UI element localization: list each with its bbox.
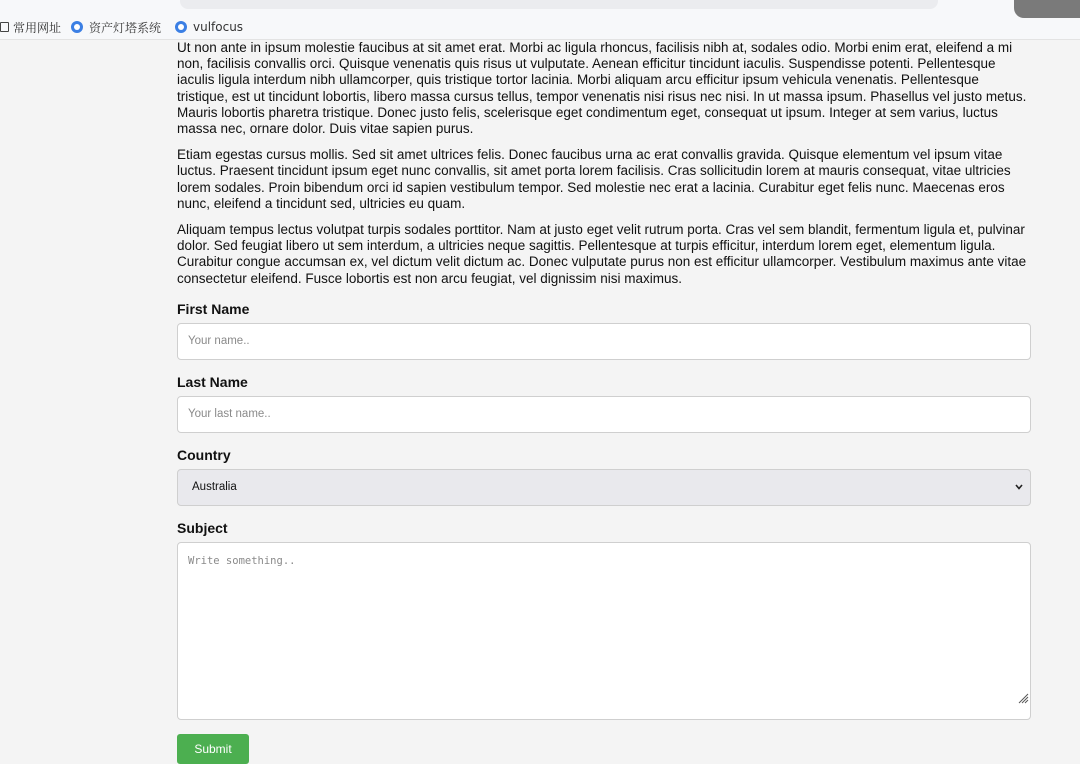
- subject-wrapper: [177, 542, 1031, 720]
- bookmark-asset-lighthouse[interactable]: [71, 18, 161, 36]
- country-select[interactable]: [177, 469, 1031, 506]
- submit-button[interactable]: Submit: [177, 734, 249, 764]
- last-name-label: Last Name: [177, 373, 248, 390]
- paragraph-1: Ut non ante in ipsum molestie faucibus at sit amet erat. Morbi ac ligula rhoncus, facilisis nibh at, sodales odio. Morbi enim erat, eleifend a mi non, facilisis convallis orci. Quisque venenatis quis risus ut vulputate. Aenean efficitur tincidunt iaculis. Suspendisse potenti. Pellentesque iaculis ligula interdum nibh ullamcorper, quis tristique tortor lacinia. Morbi aliquam arcu efficitur ipsum vehicula venenatis. Pellentesque tristique, est ut tincidunt lobortis, libero massa cursus tellus, tempor venenatis nisi risus nec nisi. In ut massa ipsum. Phasellus vel justo metus. Mauris lobortis pharetra tristique. Donec justo felis, scelerisque eget condimentum eget, consequat ut ipsum. Integer at sem varius, luctus massa nec, ornare dolor. Duis vitae sapien purus.: [177, 40, 1027, 137]
- bookmark-label: 常用网址: [13, 20, 62, 35]
- last-name-input[interactable]: [177, 396, 1031, 433]
- shield-icon: [175, 21, 187, 33]
- bookmark-vulfocus[interactable]: [175, 18, 243, 36]
- bookmark-label: vulfocus: [193, 20, 244, 34]
- folder-icon: [0, 22, 9, 32]
- first-name-label: First Name: [177, 300, 250, 317]
- country-selected-value: Australia: [192, 480, 237, 493]
- chevron-down-icon: [1014, 482, 1024, 492]
- subject-textarea[interactable]: [177, 542, 1031, 720]
- bookmark-common-sites[interactable]: [0, 18, 61, 36]
- page-content: [177, 40, 1031, 764]
- bookmarks-bar: [0, 0, 1080, 40]
- country-label: Country: [177, 446, 231, 463]
- paragraph-3: Aliquam tempus lectus volutpat turpis sodales porttitor. Nam at justo eget velit rutrum porta. Cras vel sem blandit, fermentum ligula et, pulvinar dolor. Sed feugiat libero ut sem interdum, a ultricies neque sagittis. Pellentesque at turpis efficitur, interdum lorem eget, elementum ligula. Curabitur congue accumsan ex, vel dictum velit dictum ac. Donec vulputate purus non est efficitur ullamcorper. Vestibulum maximus ante vitae consectetur eleifend. Fusce lobortis est non arcu feugiat, vel dignissim nisi maximus.: [177, 222, 1027, 286]
- resize-handle-icon[interactable]: [1017, 692, 1029, 704]
- address-bar-edge[interactable]: [180, 0, 938, 9]
- bookmark-label: 资产灯塔系统: [89, 20, 162, 35]
- first-name-input[interactable]: [177, 323, 1031, 360]
- contact-form: [177, 301, 1031, 764]
- window-control[interactable]: [1014, 0, 1080, 18]
- paragraph-2: Etiam egestas cursus mollis. Sed sit amet ultrices felis. Donec faucibus urna ac erat convallis gravida. Quisque elementum vel ipsum vitae luctus. Praesent tincidunt ipsum eget nunc convallis, sit amet porta lorem facilisis. Cras sollicitudin lorem at mauris consequat, vitae ultricies lorem sodales. Proin bibendum orci id sapien vestibulum tempor. Sed molestie nec erat a lacinia. Curabitur eget felis nunc. Maecenas eros nunc, eleifend a tincidunt sed, ultricies eu quam.: [177, 147, 1011, 211]
- shield-icon: [71, 21, 83, 33]
- subject-label: Subject: [177, 519, 228, 536]
